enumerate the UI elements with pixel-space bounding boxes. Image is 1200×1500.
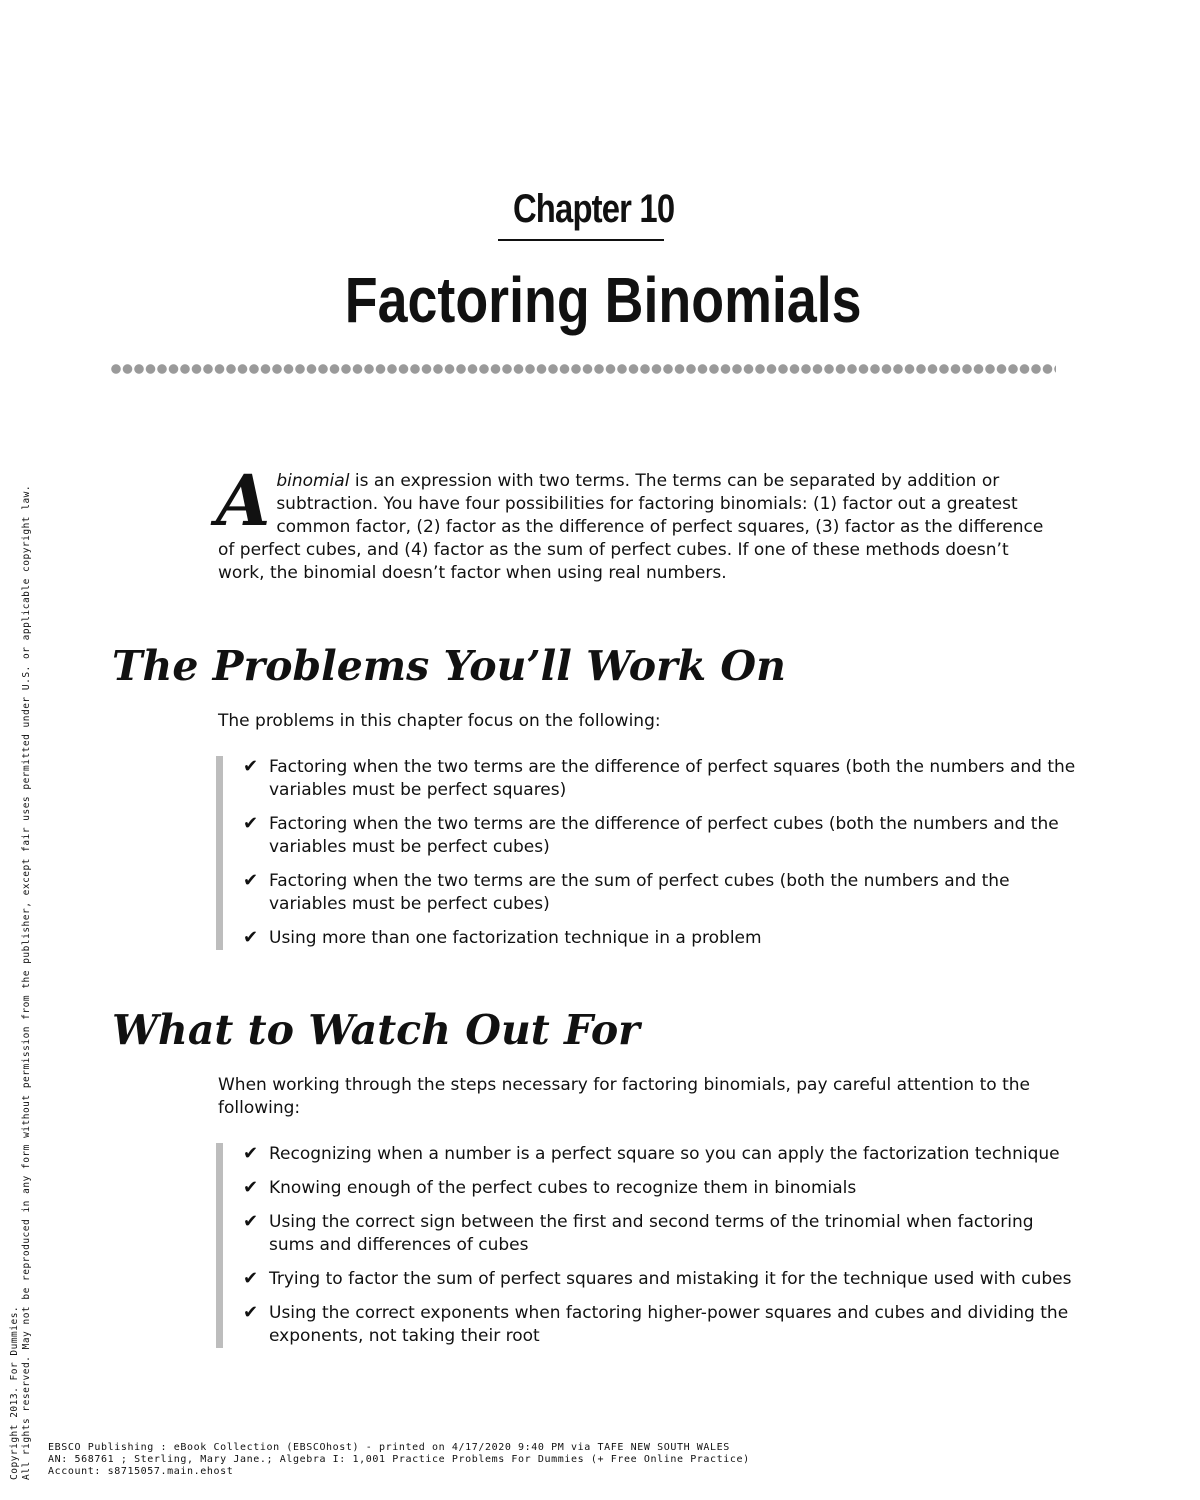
list-item: ✔ Recognizing when a number is a perfect square so you can apply the factorization technique	[243, 1143, 1060, 1164]
checkmark-icon: ✔	[243, 870, 259, 891]
chapter-title: Factoring Binomials	[344, 264, 862, 336]
footer-line: Account: s8715057.main.ehost	[48, 1466, 234, 1477]
checkmark-icon: ✔	[243, 927, 259, 948]
drop-cap: A	[216, 459, 271, 542]
section-lead-watch-out: When working through the steps necessary for factoring binomials, pay careful attention to the following:	[218, 1075, 1030, 1118]
checkmark-icon: ✔	[243, 1268, 259, 1289]
checkmark-icon: ✔	[243, 1143, 259, 1164]
list-item: ✔ Factoring when the two terms are the difference of perfect cubes (both the numbers and the variables must be perfect cubes)	[243, 813, 1059, 857]
checkmark-icon: ✔	[243, 1177, 259, 1198]
print-footer	[48, 1442, 1148, 1478]
intro-text: is an expression with two terms. The terms can be separated by addition or subtraction. You have four possibilities for factoring binomials: (1) factor out a greatest common factor, (2) factor as the difference of perfect squares, (3) factor as the difference of perfect cubes, and (4) factor as the sum of perfect cubes. If one of these methods doesn’t work, the binomial doesn’t factor when using real numbers.	[218, 471, 1044, 583]
checkmark-icon: ✔	[243, 756, 259, 777]
list-item: ✔ Using the correct sign between the first and second terms of the trinomial when factoring sums and differences of cubes	[243, 1211, 1034, 1255]
list-item: ✔ Factoring when the two terms are the sum of perfect cubes (both the numbers and the variables must be perfect cubes)	[243, 870, 1010, 914]
checkmark-icon: ✔	[243, 1302, 259, 1323]
copyright-line: Copyright 2013. For Dummies.	[9, 1305, 20, 1480]
section-heading-problems: The Problems You’ll Work On	[112, 642, 786, 690]
chapter-label: Chapter 10	[512, 187, 675, 231]
list-item: ✔ Using more than one factorization technique in a problem	[243, 927, 762, 948]
intro-term: binomial	[276, 471, 350, 491]
footer-line: AN: 568761 ; Sterling, Mary Jane.; Algebra I: 1,001 Practice Problems For Dummies (+ Free Online Practice)	[48, 1454, 750, 1465]
checkmark-icon: ✔	[243, 813, 259, 834]
problems-list	[216, 756, 1083, 950]
section-lead-problems: The problems in this chapter focus on the following:	[218, 711, 661, 731]
copyright-line: All rights reserved. May not be reproduced in any form without permission from the publisher, except fair uses permitted under U.S. or applicable copyright law.	[21, 484, 32, 1480]
chapter-underline	[498, 239, 664, 241]
copyright-notice	[9, 280, 33, 1480]
footer-line: EBSCO Publishing : eBook Collection (EBSCOhost) - printed on 4/17/2020 9:40 PM via TAFE NEW SOUTH WALES	[48, 1442, 730, 1453]
watch-out-list	[216, 1143, 1083, 1348]
dotted-divider	[110, 363, 1056, 375]
checkmark-icon: ✔	[243, 1211, 259, 1232]
list-item: ✔ Knowing enough of the perfect cubes to recognize them in binomials	[243, 1177, 857, 1198]
list-item: ✔ Trying to factor the sum of perfect squares and mistaking it for the technique used with cubes	[243, 1268, 1072, 1289]
list-item: ✔ Using the correct exponents when factoring higher-power squares and cubes and dividing the exponents, not taking their root	[243, 1302, 1069, 1346]
intro-paragraph	[216, 459, 1058, 585]
list-item: ✔ Factoring when the two terms are the difference of perfect squares (both the numbers and the variables must be perfect squares)	[243, 756, 1076, 800]
section-heading-watch-out: What to Watch Out For	[112, 1006, 640, 1054]
